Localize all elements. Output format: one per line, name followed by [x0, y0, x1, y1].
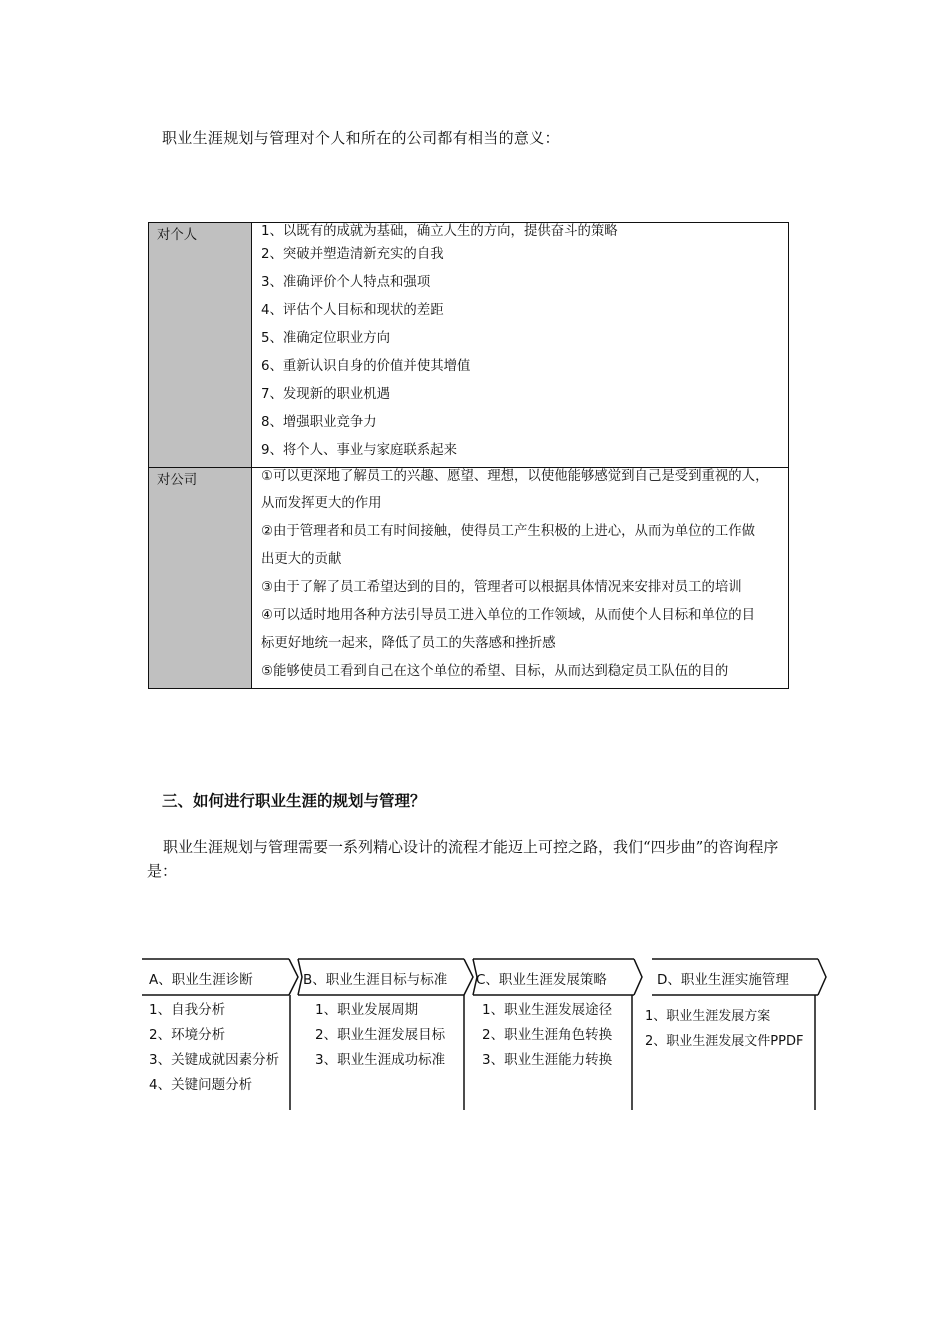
stage-title: A、职业生涯诊断 — [149, 972, 253, 988]
stage-items — [315, 998, 445, 1073]
stage-title: C、职业生涯发展策略 — [476, 972, 607, 988]
list-item: 2、职业生涯角色转换 — [482, 1027, 613, 1043]
list-item: ④可以适时地用各种方法引导员工进入单位的工作领域，从而使个人目标和单位的目 — [261, 608, 756, 623]
list-item: 1、职业生涯发展途径 — [482, 1002, 613, 1018]
list-item: 标更好地统一起来，降低了员工的失落感和挫折感 — [261, 636, 556, 651]
list-item: 1、以既有的成就为基础，确立人生的方向，提供奋斗的策略 — [261, 224, 618, 239]
list-item: 2、环境分析 — [149, 1027, 226, 1043]
list-item: 出更大的贡献 — [261, 552, 342, 567]
stage-items — [645, 1004, 803, 1054]
list-item: 9、将个人、事业与家庭联系起来 — [261, 443, 457, 458]
list-item: 2、职业生涯发展目标 — [315, 1027, 446, 1043]
list-item: 4、评估个人目标和现状的差距 — [261, 303, 444, 318]
list-item: 1、自我分析 — [149, 1002, 226, 1018]
list-item: 2、突破并塑造清新充实的自我 — [261, 247, 444, 262]
row-label: 对个人 — [149, 223, 252, 468]
list-item: 1、职业发展周期 — [315, 1002, 419, 1018]
stage-items — [149, 998, 279, 1098]
stage-items — [482, 998, 612, 1073]
stage-title: D、职业生涯实施管理 — [657, 972, 789, 988]
list-item: 2、职业生涯发展文件PPDF — [645, 1034, 804, 1049]
list-item: 7、发现新的职业机遇 — [261, 387, 391, 402]
table-row — [149, 468, 789, 689]
list-item: 8、增强职业竞争力 — [261, 415, 377, 430]
row-content — [252, 223, 789, 468]
list-item: 3、准确评价个人特点和强项 — [261, 275, 431, 290]
list-item: ⑤能够使员工看到自己在这个单位的希望、目标，从而达到稳定员工队伍的目的 — [261, 664, 729, 679]
list-item: 1、职业生涯发展方案 — [645, 1009, 771, 1024]
list-item: 5、准确定位职业方向 — [261, 331, 391, 346]
list-item: ②由于管理者和员工有时间接触，使得员工产生积极的上进心，从而为单位的工作做 — [261, 524, 756, 539]
section-heading: 三、如何进行职业生涯的规划与管理？ — [162, 791, 426, 810]
stage-title: B、职业生涯目标与标准 — [303, 972, 448, 988]
row-label: 对公司 — [149, 468, 252, 689]
list-item: 4、关键问题分析 — [149, 1077, 253, 1093]
intro-paragraph: 职业生涯规划与管理需要一系列精心设计的流程才能迈上可控之路，我们“四步曲”的咨询程序是： — [147, 838, 779, 880]
table-row — [149, 223, 789, 468]
list-item: 6、重新认识自身的价值并使其增值 — [261, 359, 471, 374]
list-item: ③由于了解了员工希望达到的目的，管理者可以根据具体情况来安排对员工的培训 — [261, 580, 742, 595]
list-item: 从而发挥更大的作用 — [261, 496, 382, 511]
intro-text: 职业生涯规划与管理对个人和所在的公司都有相当的意义： — [162, 129, 560, 147]
list-item: ①可以更深地了解员工的兴趣、愿望、理想，以使他能够感觉到自己是受到重视的人， — [261, 469, 769, 484]
list-item: 3、职业生涯能力转换 — [482, 1052, 613, 1068]
list-item: 3、职业生涯成功标准 — [315, 1052, 446, 1068]
list-item: 3、关键成就因素分析 — [149, 1052, 280, 1068]
significance-table — [148, 222, 789, 689]
row-content — [252, 468, 789, 689]
